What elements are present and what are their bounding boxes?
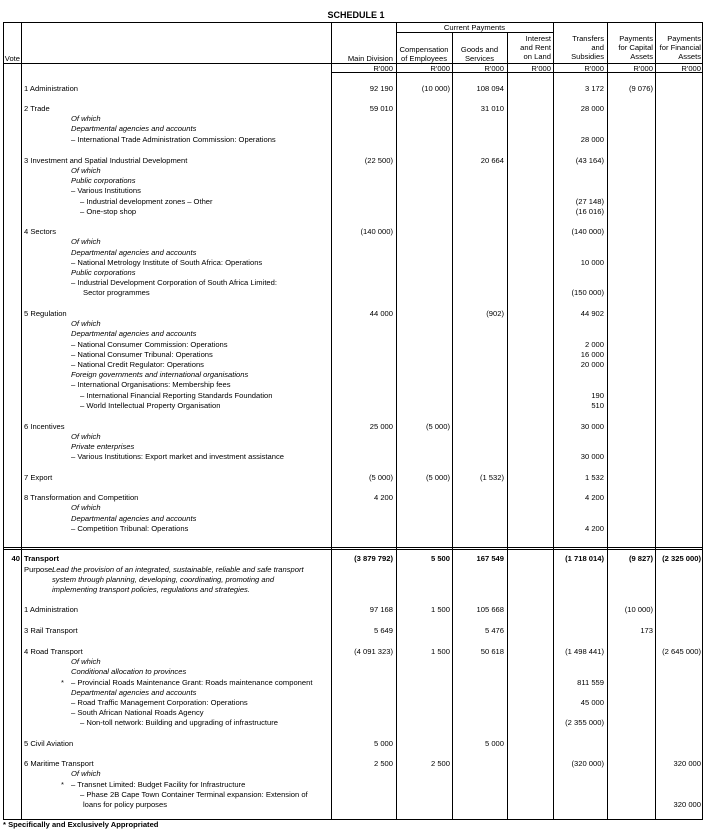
table-row [4,380,702,390]
table-row [4,647,702,657]
row-label: Private enterprises [71,442,135,451]
table-row [4,514,702,524]
row-label: – Phase 2B Cape Town Container Terminal expansion: Extension of [80,790,308,799]
table-row [4,207,702,217]
table-row [4,391,702,401]
row-label: Departmental agencies and accounts [71,514,197,523]
row-label: 3 Rail Transport [24,626,78,635]
cell-transfers: 190 [591,391,604,400]
cell-capital: 173 [640,626,653,635]
unit-interest: R'000 [531,64,551,73]
row-label: Conditional allocation to provinces [71,667,187,676]
cell-transfers: (1 718 014) [565,554,604,563]
cell-transfers: (320 000) [571,759,604,768]
table-row [4,688,702,698]
table-row [4,473,702,483]
row-label: – National Consumer Tribunal: Operations [71,350,213,359]
table-row [4,585,702,595]
cell-comp: (5 000) [425,473,450,482]
cell-comp: 5 500 [430,554,450,563]
row-label: – International Organisations: Membership fees [71,380,231,389]
row-label: system through planning, developing, coordinating, promoting and [52,575,275,584]
row-label: loans for policy purposes [83,800,167,809]
header-comp-2: of Employees [400,54,447,63]
row-label: 7 Export [24,473,53,482]
row-label: 1 Administration [24,605,79,614]
table-row [4,718,702,728]
header-divider [396,32,553,33]
table-row [4,268,702,278]
cell-financial: (2 645 000) [662,647,701,656]
row-label: – One-stop shop [80,207,137,216]
schedule-title: SCHEDULE 1 [327,10,385,20]
row-label: Foreign governments and international organisations [71,370,249,379]
cell-transfers: 1 532 [584,473,604,482]
cell-comp: 1 500 [430,647,450,656]
cell-transfers: 30 000 [580,422,604,431]
header-transfers-2: and [591,43,604,52]
row-label: 1 Administration [24,84,79,93]
row-label: – Various Institutions: Export market and investment assistance [71,452,285,461]
cell-capital: (9 076) [628,84,653,93]
header-current-payments: Current Payments [443,23,506,32]
row-label: Of which [71,769,101,778]
table-row [4,309,702,319]
cell-transfers: (1 498 441) [565,647,604,656]
table-row [4,166,702,176]
table-row [4,452,702,462]
table-row [4,524,702,534]
header-goods-1: Goods and [460,45,499,54]
table-row [4,360,702,370]
cell-main: 4 200 [373,493,393,502]
row-label: – National Consumer Commission: Operations [71,340,228,349]
header-capital-2: for Capital [618,43,653,52]
row-label: Purpose: [24,565,55,574]
cell-comp: (10 000) [421,84,450,93]
cell-transfers: 811 559 [577,678,604,687]
cell-main: 5 000 [373,739,393,748]
table-row [4,84,702,94]
cell-main: 25 000 [369,422,393,431]
row-label: 4 Road Transport [24,647,83,656]
table-row [4,124,702,134]
table-row [4,370,702,380]
section-divider [4,549,702,550]
table-row [4,554,702,564]
table-row [4,657,702,667]
row-label: Departmental agencies and accounts [71,329,197,338]
row-label: 4 Sectors [24,227,57,236]
cell-goods: 167 549 [476,554,504,563]
cell-comp: (5 000) [425,422,450,431]
row-label: 6 Incentives [24,422,65,431]
table-row [4,678,702,688]
row-label: – South African National Roads Agency [71,708,204,717]
row-label: – Provincial Roads Maintenance Grant: Roads maintenance component [71,678,313,687]
header-financial-3: Assets [678,52,701,61]
cell-goods: 108 094 [476,84,504,93]
cell-capital: (10 000) [624,605,653,614]
table-row [4,800,702,810]
row-label: – National Credit Regulator: Operations [71,360,204,369]
row-label: – World Intellectual Property Organisation [80,401,221,410]
cell-financial: 320 000 [673,800,701,809]
row-label: Of which [71,432,101,441]
table-row [4,227,702,237]
table-row [4,197,702,207]
row-label: Of which [71,114,101,123]
table-row [4,739,702,749]
table-row [4,667,702,677]
table-row [4,319,702,329]
header-financial-1: Payments [667,34,701,43]
cell-transfers: 30 000 [580,452,604,461]
cell-financial: (2 325 000) [662,554,701,563]
cell-main: 59 010 [369,104,393,113]
table-row [4,135,702,145]
cell-main: (22 500) [364,156,393,165]
cell-transfers: 44 902 [580,309,604,318]
unit-capital: R'000 [633,64,653,73]
cell-transfers: 3 172 [584,84,604,93]
table-row [4,288,702,298]
row-label: 5 Regulation [24,309,67,318]
cell-transfers: (150 000) [571,288,604,297]
row-label: – Competition Tribunal: Operations [71,524,189,533]
table-row [4,442,702,452]
cell-main: 97 168 [369,605,393,614]
table-row [4,156,702,166]
row-label: 2 Trade [24,104,50,113]
cell-goods: 50 618 [480,647,504,656]
row-label: Of which [71,503,101,512]
row-label: – Industrial development zones – Other [80,197,213,206]
cell-transfers: (140 000) [571,227,604,236]
table-row [4,698,702,708]
schedule-table [3,22,703,820]
row-label: Of which [71,319,101,328]
cell-goods: (902) [486,309,504,318]
cell-transfers: 510 [591,401,604,410]
appropriation-marker: * [61,678,64,687]
table-row [4,575,702,585]
row-label: Of which [71,237,101,246]
cell-transfers: (2 355 000) [565,718,604,727]
row-label: Transport [24,554,60,563]
header-interest-3: on Land [523,52,551,61]
header-interest-2: and Rent [520,43,551,52]
table-row [4,258,702,268]
cell-goods: 31 010 [480,104,504,113]
table-row [4,186,702,196]
row-label: Departmental agencies and accounts [71,248,197,257]
table-row [4,248,702,258]
appropriation-marker: * [61,780,64,789]
cell-transfers: 4 200 [584,524,604,533]
header-transfers-3: Subsidies [571,52,604,61]
row-label: – Industrial Development Corporation of South Africa Limited: [71,278,277,287]
header-vote: Vote [4,54,20,63]
row-label: 5 Civil Aviation [24,739,74,748]
row-label: Public corporations [71,268,136,277]
table-row [4,340,702,350]
cell-main: 92 190 [369,84,393,93]
table-row [4,493,702,503]
cell-main: 44 000 [369,309,393,318]
cell-main: 5 649 [373,626,393,635]
row-label: – Road Traffic Management Corporation: Operations [71,698,248,707]
row-label: – Various Institutions [71,186,141,195]
cell-transfers: (43 164) [575,156,604,165]
vote-number: 40 [11,554,20,563]
table-row [4,790,702,800]
unit-transfers: R'000 [584,64,604,73]
cell-main: (140 000) [360,227,393,236]
table-row [4,759,702,769]
cell-transfers: 4 200 [584,493,604,502]
cell-capital: (9 827) [628,554,653,563]
cell-transfers: 10 000 [580,258,604,267]
unit-main: R'000 [373,64,393,73]
table-row [4,176,702,186]
table-row [4,780,702,790]
unit-financial: R'000 [681,64,701,73]
cell-comp: 2 500 [430,759,450,768]
header-financial-2: for Financial [659,43,701,52]
row-label: – Non-toll network: Building and upgrading of infrastructure [80,718,278,727]
table-row [4,329,702,339]
cell-transfers: 20 000 [580,360,604,369]
footnote: * Specifically and Exclusively Appropriated [3,820,159,829]
row-label: 8 Transformation and Competition [24,493,139,502]
row-label: Public corporations [71,176,136,185]
row-label: 3 Investment and Spatial Industrial Development [24,156,188,165]
table-row [4,708,702,718]
table-row [4,401,702,411]
row-label: – International Financial Reporting Standards Foundation [80,391,273,400]
cell-goods: 5 476 [484,626,504,635]
cell-transfers: (27 148) [575,197,604,206]
table-row [4,503,702,513]
cell-transfers: 2 000 [584,340,604,349]
cell-comp: 1 500 [430,605,450,614]
cell-main: (3 879 792) [354,554,393,563]
purpose-text: Lead the provision of an integrated, sustainable, reliable and safe transport [52,565,304,574]
table-row [4,104,702,114]
header-goods-2: Services [464,54,495,63]
table-row [4,422,702,432]
header-transfers-1: Transfers [572,34,604,43]
row-label: 6 Maritime Transport [24,759,94,768]
cell-transfers: 45 000 [580,698,604,707]
table-row [4,626,702,636]
header-interest-1: Interest [525,34,551,43]
cell-transfers: 16 000 [580,350,604,359]
cell-goods: (1 532) [479,473,504,482]
header-capital-1: Payments [619,34,653,43]
row-label: Sector programmes [83,288,150,297]
row-label: Departmental agencies and accounts [71,688,197,697]
unit-goods: R'000 [484,64,504,73]
unit-comp: R'000 [430,64,450,73]
header-comp-1: Compensation [399,45,449,54]
table-row [4,432,702,442]
table-row [4,278,702,288]
row-label: – International Trade Administration Commission: Operations [71,135,276,144]
table-row [4,769,702,779]
cell-main: (5 000) [368,473,393,482]
row-label: – National Metrology Institute of South Africa: Operations [71,258,263,267]
table-row [4,565,702,575]
cell-goods: 20 664 [480,156,504,165]
header-capital-3: Assets [630,52,653,61]
row-label: Of which [71,166,101,175]
cell-transfers: 28 000 [580,135,604,144]
cell-goods: 105 668 [476,605,504,614]
row-label: – Transnet Limited: Budget Facility for Infrastructure [71,780,246,789]
table-row [4,237,702,247]
table-row [4,350,702,360]
cell-financial: 320 000 [673,759,701,768]
cell-transfers: 28 000 [580,104,604,113]
table-row [4,114,702,124]
header-main-division: Main Division [347,54,393,63]
cell-goods: 5 000 [484,739,504,748]
section-divider [4,547,702,548]
table-row [4,605,702,615]
row-label: implementing transport policies, regulations and strategies. [52,585,250,594]
cell-transfers: (16 016) [575,207,604,216]
cell-main: 2 500 [373,759,393,768]
row-label: Of which [71,657,101,666]
row-label: Departmental agencies and accounts [71,124,197,133]
cell-main: (4 091 323) [354,647,393,656]
